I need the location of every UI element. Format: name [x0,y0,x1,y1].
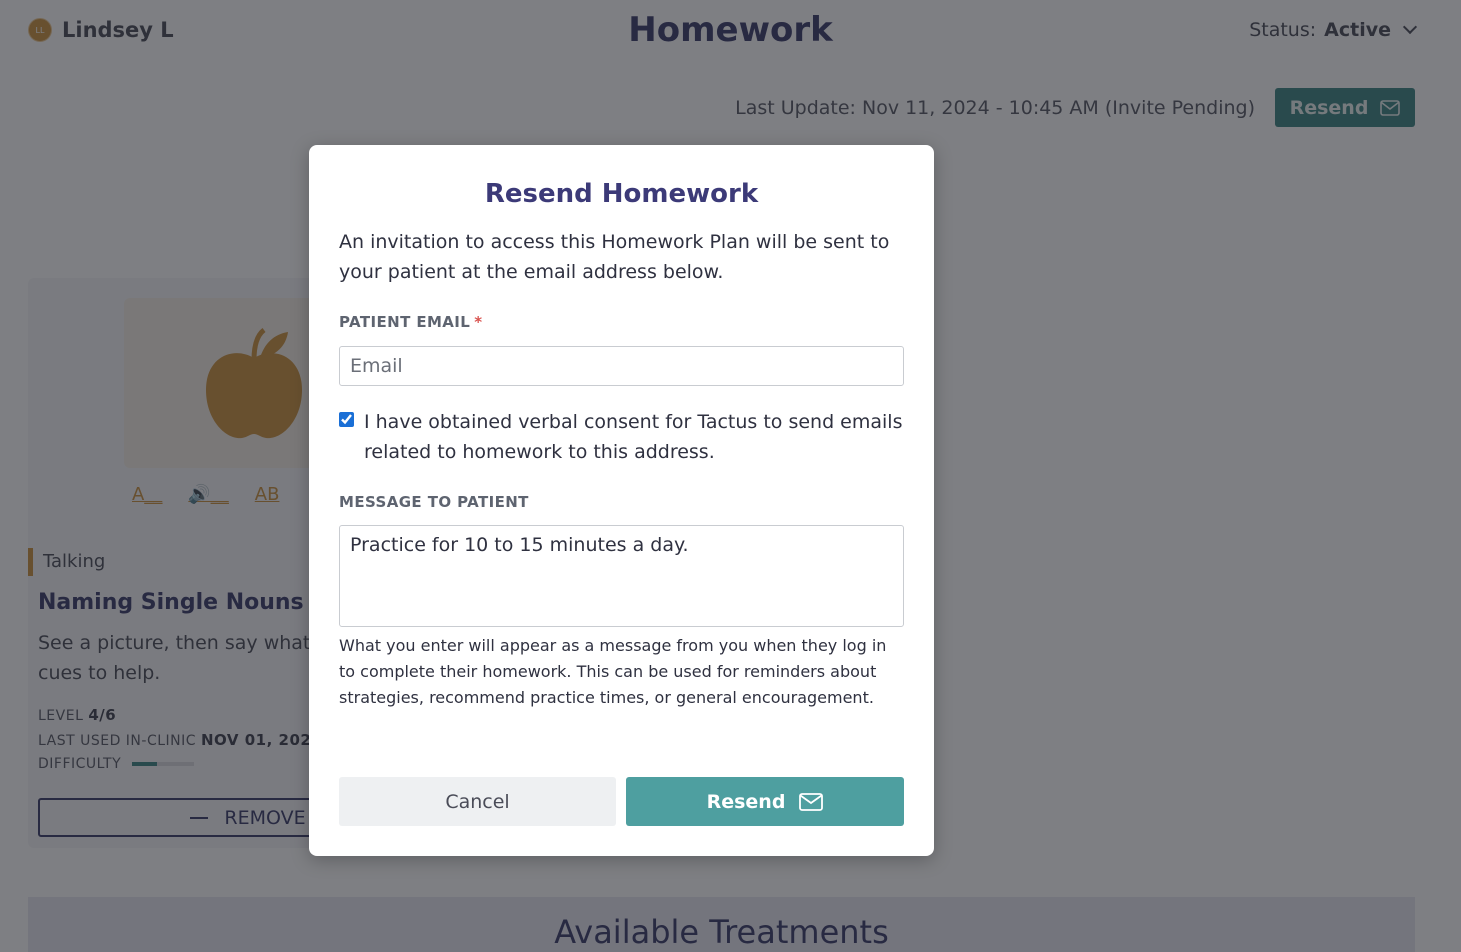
message-textarea[interactable] [339,525,904,627]
message-label: MESSAGE TO PATIENT [339,493,529,511]
resend-homework-modal [309,145,934,856]
required-marker: * [474,313,483,331]
cancel-button[interactable]: Cancel [339,777,616,826]
consent-text: I have obtained verbal consent for Tactus to send emails related to homework to this address. [364,411,903,463]
message-help-text: What you enter will appear as a message from you when they log in to complete their homework. This can be used for reminders about strategies, recommend practice times, or general encouragement. [339,636,887,707]
envelope-icon [799,793,823,811]
resend-button-label: Resend [706,790,786,813]
consent-checkbox-row[interactable] [339,407,904,467]
email-field[interactable] [339,346,904,386]
consent-checkbox[interactable] [339,412,354,427]
patient-email-label [339,313,483,331]
modal-intro: An invitation to access this Homework Plan will be sent to your patient at the email address below. [339,231,890,283]
resend-button[interactable] [626,777,904,826]
modal-title: Resend Homework [484,179,759,209]
patient-email-label-text: PATIENT EMAIL [339,313,471,331]
